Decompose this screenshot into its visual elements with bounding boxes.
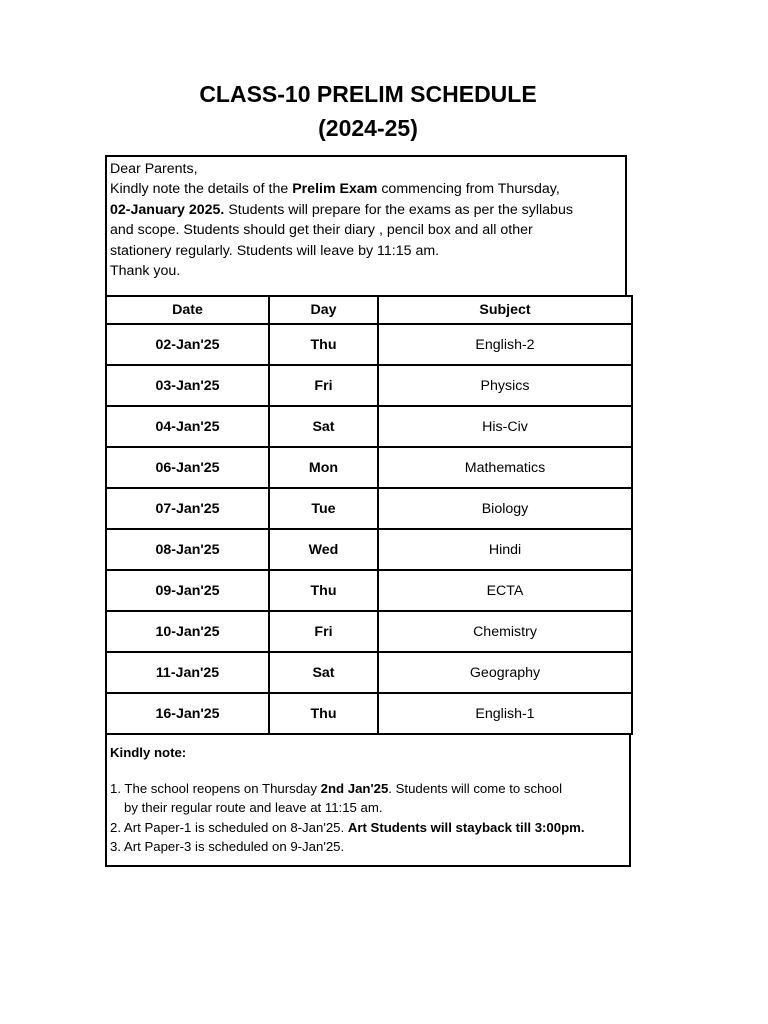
note-reopen-date: 2nd Jan'25 [320, 781, 389, 797]
cell-subject: Hindi [378, 529, 632, 570]
cell-day: Thu [269, 570, 378, 611]
notice-box [105, 155, 627, 295]
note-text: . Students will come to school [388, 781, 563, 797]
column-header-subject: Subject [378, 296, 632, 324]
table-row [106, 652, 632, 693]
table-row [106, 447, 632, 488]
table-row [106, 693, 632, 734]
cell-day: Mon [269, 447, 378, 488]
notice-start-date: 02-January 2025. [110, 201, 225, 218]
table-header-row [106, 296, 632, 324]
cell-subject: Biology [378, 488, 632, 529]
notice-line-3 [110, 200, 625, 220]
note-1 [110, 779, 629, 798]
notice-line-4: and scope. Students should get their diary , pencil box and all other [110, 222, 533, 239]
cell-date: 07-Jan'25 [106, 488, 269, 529]
cell-date: 10-Jan'25 [106, 611, 269, 652]
cell-subject: Geography [378, 652, 632, 693]
table-row [106, 611, 632, 652]
note-3: 3. Art Paper-3 is scheduled on 9-Jan'25. [110, 838, 345, 854]
table-row [106, 570, 632, 611]
cell-subject: His-Civ [378, 406, 632, 447]
cell-day: Sat [269, 652, 378, 693]
notice-exam-name: Prelim Exam [292, 181, 378, 198]
cell-day: Fri [269, 365, 378, 406]
cell-day: Fri [269, 611, 378, 652]
cell-day: Wed [269, 529, 378, 570]
table-row [106, 488, 632, 529]
cell-date: 03-Jan'25 [106, 365, 269, 406]
cell-date: 09-Jan'25 [106, 570, 269, 611]
notice-line-2 [110, 179, 625, 199]
table-row [106, 365, 632, 406]
cell-date: 08-Jan'25 [106, 529, 269, 570]
note-text: 2. Art Paper-1 is scheduled on 8-Jan'25. [110, 819, 348, 835]
cell-subject: English-2 [378, 324, 632, 365]
note-1-continued: by their regular route and leave at 11:15 am. [124, 800, 383, 816]
schedule-table [105, 295, 633, 735]
cell-date: 04-Jan'25 [106, 406, 269, 447]
cell-day: Thu [269, 324, 378, 365]
cell-subject: Chemistry [378, 611, 632, 652]
cell-subject: ECTA [378, 570, 632, 611]
notice-text: Students will prepare for the exams as per the syllabus [224, 201, 573, 218]
cell-day: Thu [269, 693, 378, 734]
cell-date: 16-Jan'25 [106, 693, 269, 734]
cell-date: 11-Jan'25 [106, 652, 269, 693]
cell-subject: English-1 [378, 693, 632, 734]
notice-greeting: Dear Parents, [110, 161, 198, 177]
table-row [106, 529, 632, 570]
note-2 [110, 818, 629, 837]
notice-closing: Thank you. [110, 263, 181, 280]
table-row [106, 406, 632, 447]
cell-day: Sat [269, 406, 378, 447]
notice-text: commencing from Thursday, [377, 181, 560, 198]
cell-subject: Physics [378, 365, 632, 406]
column-header-date: Date [106, 296, 269, 324]
schedule-body [106, 324, 632, 734]
note-text: 1. The school reopens on Thursday [110, 781, 321, 797]
notice-line-5: stationery regularly. Students will leave by 11:15 am. [110, 242, 440, 259]
notes-heading: Kindly note: [110, 745, 187, 760]
cell-date: 06-Jan'25 [106, 447, 269, 488]
cell-day: Tue [269, 488, 378, 529]
notice-text: Kindly note the details of the [110, 181, 293, 198]
note-art-stayback: Art Students will stayback till 3:00pm. [347, 819, 585, 835]
cell-date: 02-Jan'25 [106, 324, 269, 365]
page-subtitle-year: (2024-25) [318, 115, 418, 141]
notes-box [105, 735, 631, 867]
page-title: CLASS-10 PRELIM SCHEDULE [199, 81, 537, 107]
cell-subject: Mathematics [378, 447, 632, 488]
table-row [106, 324, 632, 365]
column-header-day: Day [269, 296, 378, 324]
